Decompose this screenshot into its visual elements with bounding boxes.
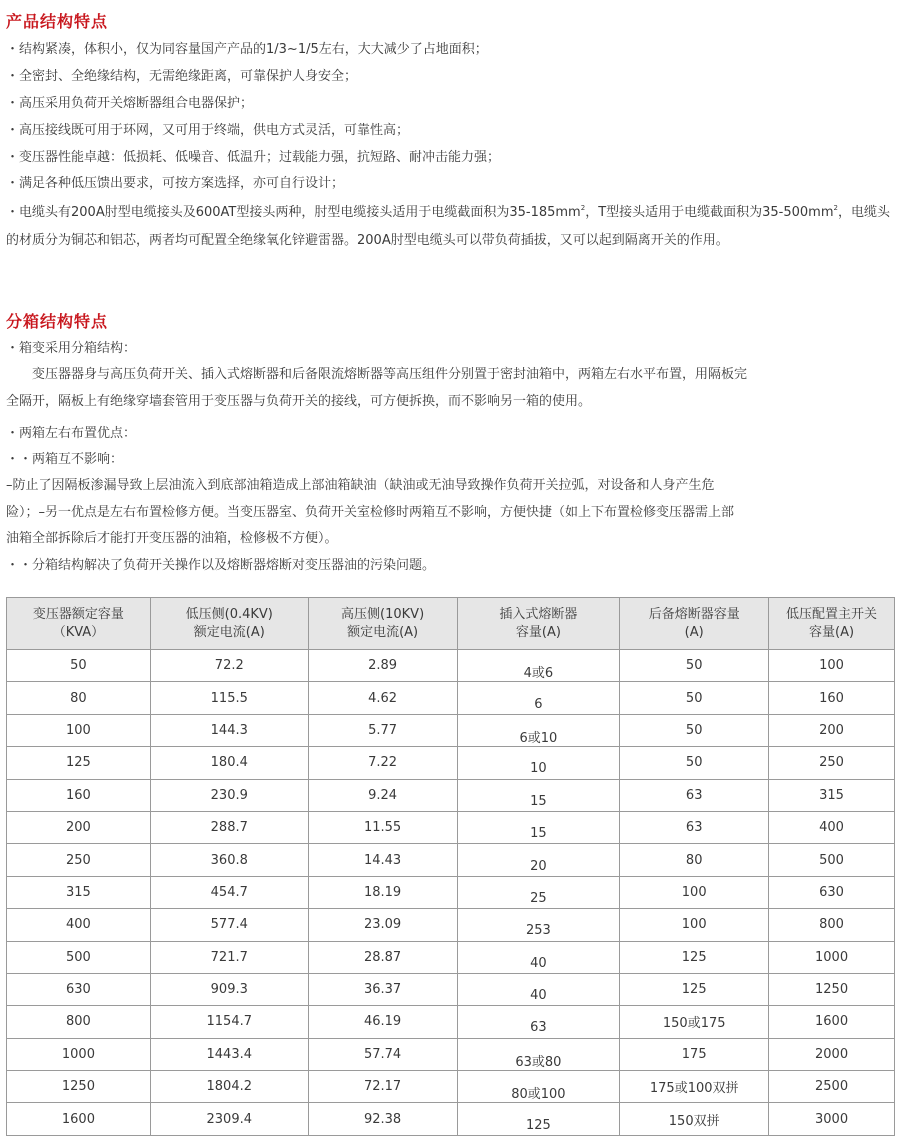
table-cell: 253: [457, 909, 620, 941]
cable-text: ・电缆头有200A肘型电缆接头及600AT型接头两种，肘型电缆接头适用于电缆截面积为35-185mm: [6, 205, 581, 220]
table-cell: 630: [7, 973, 151, 1005]
column-header: [150, 598, 308, 650]
table-cell: 200: [7, 811, 151, 843]
spec-table: [6, 597, 895, 1136]
table-cell: 1000: [769, 941, 895, 973]
column-header-line: 后备熔断器容量: [648, 606, 740, 622]
table-cell: 400: [7, 909, 151, 941]
table-cell: 909.3: [150, 973, 308, 1005]
table-cell: 11.55: [308, 811, 457, 843]
column-header-line: 容量(A): [515, 624, 561, 640]
table-header-row: [7, 598, 895, 650]
table-cell: 160: [7, 779, 151, 811]
section-title-product-features: 产品结构特点: [6, 12, 109, 31]
table-cell: 175: [620, 1038, 769, 1070]
table-cell: 315: [769, 779, 895, 811]
cable-text: ，T型接头适用于电缆截面积为35-500mm: [585, 205, 834, 220]
table-cell: 125: [620, 941, 769, 973]
feature-item: ・满足各种低压馈出要求，可按方案选择，亦可自行设计；: [6, 176, 345, 191]
column-header-line: 变压器额定容量: [32, 606, 124, 622]
table-cell: 18.19: [308, 876, 457, 908]
table-cell: 23.09: [308, 909, 457, 941]
table-cell: 28.87: [308, 941, 457, 973]
table-row: [7, 876, 895, 908]
table-cell: 50: [620, 682, 769, 714]
column-header-line: (A): [684, 624, 704, 640]
section-title-split-tank-features: 分箱结构特点: [6, 312, 109, 331]
table-cell: 160: [769, 682, 895, 714]
table-cell: 50: [620, 747, 769, 779]
table-cell: 125: [457, 1103, 620, 1135]
table-cell: 50: [620, 650, 769, 682]
table-cell: 1804.2: [150, 1071, 308, 1103]
table-cell: 6或10: [457, 714, 620, 746]
column-header-line: 低压配置主开关: [786, 606, 878, 622]
column-header-line: 额定电流(A): [347, 624, 419, 640]
column-header-line: 容量(A): [809, 624, 855, 640]
table-cell: 80: [620, 844, 769, 876]
table-cell: 1000: [7, 1038, 151, 1070]
table-cell: 630: [769, 876, 895, 908]
table-cell: 100: [7, 714, 151, 746]
table-row: [7, 650, 895, 682]
table-cell: 36.37: [308, 973, 457, 1005]
table-cell: 500: [769, 844, 895, 876]
table-row: [7, 973, 895, 1005]
table-cell: 100: [620, 909, 769, 941]
split-tank-line: 全隔开，隔板上有绝缘穿墙套管用于变压器与负荷开关的接线，可方便拆换，而不影响另一箱的使用。: [6, 394, 592, 409]
column-header: [7, 598, 151, 650]
table-cell: 180.4: [150, 747, 308, 779]
table-cell: 20: [457, 844, 620, 876]
table-row: [7, 682, 895, 714]
table-cell: 250: [7, 844, 151, 876]
table-cell: 360.8: [150, 844, 308, 876]
table-row: [7, 714, 895, 746]
table-cell: 63: [620, 779, 769, 811]
table-row: [7, 747, 895, 779]
table-cell: 25: [457, 876, 620, 908]
table-cell: 454.7: [150, 876, 308, 908]
table-row: [7, 1103, 895, 1135]
table-cell: 3000: [769, 1103, 895, 1135]
table-cell: 15: [457, 779, 620, 811]
table-cell: 1443.4: [150, 1038, 308, 1070]
table-cell: 2500: [769, 1071, 895, 1103]
table-cell: 80: [7, 682, 151, 714]
table-cell: 50: [7, 650, 151, 682]
split-tank-line: 险）；–另一优点是左右布置检修方便。当变压器室、负荷开关室检修时两箱互不影响，方便快捷（如上下布置检修变压器需上部: [6, 505, 735, 520]
table-cell: 40: [457, 973, 620, 1005]
table-cell: 46.19: [308, 1006, 457, 1038]
table-body: [7, 650, 895, 1136]
table-cell: 5.77: [308, 714, 457, 746]
table-row: [7, 909, 895, 941]
column-header-line: 高压侧(10KV): [341, 606, 425, 622]
table-cell: 1154.7: [150, 1006, 308, 1038]
superscript: 2: [580, 204, 586, 212]
table-cell: 4.62: [308, 682, 457, 714]
table-cell: 288.7: [150, 811, 308, 843]
table-row: [7, 941, 895, 973]
split-tank-line: 变压器器身与高压负荷开关、插入式熔断器和后备限流熔断器等高压组件分别置于密封油箱中，两箱左右水平布置，用隔板完: [6, 367, 748, 382]
table-row: [7, 1038, 895, 1070]
table-cell: 400: [769, 811, 895, 843]
feature-item: ・结构紧凑，体积小，仅为同容量国产产品的1/3~1/5左右，大大减少了占地面积；: [6, 42, 488, 57]
split-tank-line: 油箱全部拆除后才能打开变压器的油箱，检修极不方便）。: [6, 531, 338, 546]
table-cell: 100: [620, 876, 769, 908]
table-cell: 200: [769, 714, 895, 746]
table-cell: 144.3: [150, 714, 308, 746]
table-cell: 100: [769, 650, 895, 682]
column-header-line: 低压侧(0.4KV): [185, 606, 273, 622]
feature-item: ・变压器性能卓越：低损耗、低噪音、低温升；过载能力强，抗短路、耐冲击能力强；: [6, 150, 501, 165]
table-row: [7, 1071, 895, 1103]
table-cell: 1250: [769, 973, 895, 1005]
feature-item: ・高压采用负荷开关熔断器组合电器保护；: [6, 96, 254, 111]
cable-text: ，电缆头的材质分为铜芯和铝芯，两者均可配置全绝缘氧化锌避雷器。200A肘型电缆头可以带负荷插拔，又可以起到隔离开关的作用。: [6, 205, 890, 248]
table-cell: 150或175: [620, 1006, 769, 1038]
table-cell: 7.22: [308, 747, 457, 779]
table-cell: 125: [7, 747, 151, 779]
split-tank-line: ・两箱左右布置优点：: [6, 426, 137, 441]
table-cell: 14.43: [308, 844, 457, 876]
table-cell: 577.4: [150, 909, 308, 941]
column-header: [620, 598, 769, 650]
table-cell: 800: [7, 1006, 151, 1038]
table-cell: 175或100双拼: [620, 1071, 769, 1103]
feature-item: ・全密封、全绝缘结构，无需绝缘距离，可靠保护人身安全；: [6, 69, 358, 84]
table-cell: 63或80: [457, 1038, 620, 1070]
table-cell: 1250: [7, 1071, 151, 1103]
table-cell: 92.38: [308, 1103, 457, 1135]
table-cell: 10: [457, 747, 620, 779]
column-header: [308, 598, 457, 650]
table-cell: 115.5: [150, 682, 308, 714]
table-cell: 721.7: [150, 941, 308, 973]
table-cell: 2.89: [308, 650, 457, 682]
table-cell: 2000: [769, 1038, 895, 1070]
table-cell: 1600: [769, 1006, 895, 1038]
table-cell: 9.24: [308, 779, 457, 811]
split-tank-line: –防止了因隔板渗漏导致上层油流入到底部油箱造成上部油箱缺油（缺油或无油导致操作负荷开关拉弧，对设备和人身产生危: [6, 478, 715, 493]
table-cell: 72.2: [150, 650, 308, 682]
table-cell: 2309.4: [150, 1103, 308, 1135]
table-cell: 250: [769, 747, 895, 779]
split-tank-line: ・箱变采用分箱结构：: [6, 341, 137, 356]
table-cell: 150双拼: [620, 1103, 769, 1135]
column-header-line: 额定电流(A): [193, 624, 265, 640]
superscript: 2: [833, 204, 838, 212]
column-header-line: 插入式熔断器: [499, 606, 578, 622]
table-row: [7, 1006, 895, 1038]
table-cell: 6: [457, 682, 620, 714]
cable-head-paragraph: [6, 194, 894, 255]
column-header: [769, 598, 895, 650]
table-cell: 125: [620, 973, 769, 1005]
table-cell: 4或6: [457, 650, 620, 682]
table-cell: 40: [457, 941, 620, 973]
table-cell: 15: [457, 811, 620, 843]
feature-item: ・高压接线既可用于环网，又可用于终端，供电方式灵活，可靠性高；: [6, 123, 410, 138]
table-cell: 80或100: [457, 1071, 620, 1103]
table-cell: 63: [457, 1006, 620, 1038]
column-header: [457, 598, 620, 650]
split-tank-line: ・・分箱结构解决了负荷开关操作以及熔断器熔断对变压器油的污染问题。: [6, 558, 436, 573]
split-tank-line: ・・两箱互不影响：: [6, 452, 124, 467]
table-cell: 230.9: [150, 779, 308, 811]
table-row: [7, 779, 895, 811]
table-cell: 500: [7, 941, 151, 973]
table-cell: 57.74: [308, 1038, 457, 1070]
table-cell: 1600: [7, 1103, 151, 1135]
table-cell: 315: [7, 876, 151, 908]
table-cell: 800: [769, 909, 895, 941]
table-row: [7, 811, 895, 843]
table-row: [7, 844, 895, 876]
table-cell: 72.17: [308, 1071, 457, 1103]
table-cell: 63: [620, 811, 769, 843]
table-cell: 50: [620, 714, 769, 746]
column-header-line: （KVA）: [52, 624, 105, 640]
